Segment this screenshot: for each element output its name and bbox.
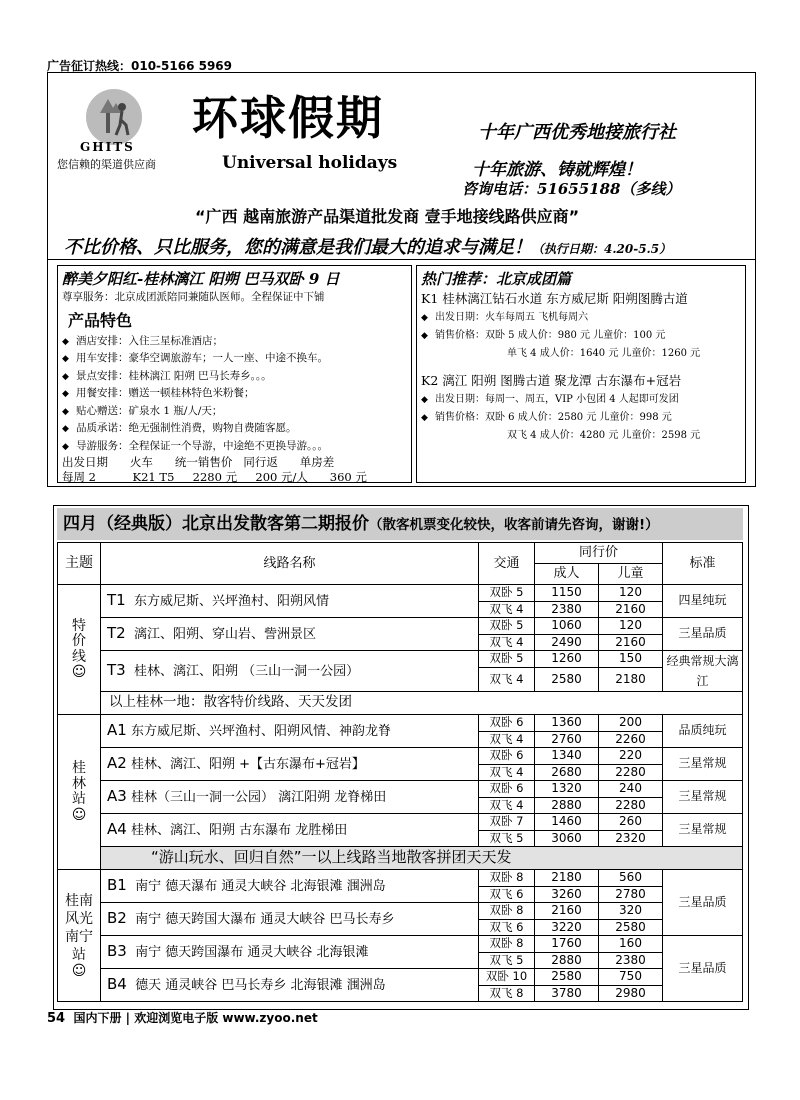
header-theme: 主题: [58, 543, 101, 585]
table-row: [58, 651, 743, 668]
feature-item: ◆ 用餐安排：赠送一顿桂林特色米粉餐；: [62, 387, 255, 399]
header-peer-price: 同行价: [535, 543, 663, 564]
adult-price: 2580: [535, 969, 599, 986]
child-price: 260: [599, 814, 663, 831]
header-standard: 标准: [663, 543, 743, 585]
child-price: 2260: [599, 731, 663, 748]
table-row: [58, 748, 743, 765]
transport: 双飞 5: [479, 952, 535, 969]
transport: 双卧 8: [479, 936, 535, 953]
phone: 咨询电话：51655188（多线）: [462, 180, 681, 198]
table-row: [58, 715, 743, 732]
k2-depart: ◆ 出发日期：每周一、周五，VIP 小包团 4 人起即可发团: [421, 394, 679, 405]
transport: 双飞 5: [479, 830, 535, 847]
page-number: 54: [47, 1011, 66, 1026]
child-price: 200: [599, 715, 663, 732]
transport: 双卧 5: [479, 585, 535, 602]
promise-text: 不比价格、只比服务，您的满意是我们最大的追求与满足！: [64, 237, 532, 258]
adult-price: 3220: [535, 919, 599, 936]
feature-item: ◆ 导游服务：全程保证一个导游，中途绝不更换导游。。。: [62, 439, 328, 452]
child-price: 2180: [599, 668, 663, 692]
table-title-note: （散客机票变化较快，收客前请先咨询，谢谢!）: [369, 517, 659, 533]
child-price: 2580: [599, 919, 663, 936]
transport: 双卧 6: [479, 715, 535, 732]
adult-price: 2880: [535, 797, 599, 814]
adult-price: 1260: [535, 651, 599, 668]
route-name: B3 南宁 德天跨国瀑布 通灵大峡谷 北海银滩: [101, 936, 479, 969]
smile-icon: ☺: [71, 664, 87, 680]
standard: 经典常规大漓江: [663, 651, 743, 692]
adult-price: 2180: [535, 870, 599, 887]
transport: 双卧 5: [479, 651, 535, 668]
child-price: 750: [599, 969, 663, 986]
transport: 双卧 8: [479, 870, 535, 887]
features-title: 产品特色: [68, 310, 133, 330]
k1-title: K1 桂林漓江钻石水道 东方威尼斯 阳朔图腾古道: [421, 291, 688, 306]
adult-price: 2490: [535, 634, 599, 651]
table-header-row: [58, 543, 743, 564]
adult-price: 2760: [535, 731, 599, 748]
child-price: 2160: [599, 634, 663, 651]
standard: 三星品质: [663, 618, 743, 651]
route-name: B1 南宁 德天瀑布 通灵大峡谷 北海银滩 涠洲岛: [101, 870, 479, 903]
table-row: [58, 936, 743, 953]
transport: 双卧 6: [479, 781, 535, 798]
child-price: 2980: [599, 985, 663, 1002]
left-price-row: 每周 2 K21 T5 2280 元 200 元/人 360 元: [62, 470, 367, 484]
left-price-header: 出发日期 火车 统一销售价 同行返 单房差: [62, 455, 335, 469]
child-price: 160: [599, 936, 663, 953]
brand-english: Universal holidays: [222, 153, 398, 173]
adult-price: 3260: [535, 886, 599, 903]
adult-price: 3060: [535, 830, 599, 847]
route-name: A2 桂林、漓江、阳朔 +【古东瀑布+冠岩】: [101, 748, 479, 781]
standard: 三星品质: [663, 870, 743, 936]
transport: 双飞 4: [479, 634, 535, 651]
ad-hotline: 广告征订热线：010-5166 5969: [47, 59, 233, 73]
table-row: [58, 903, 743, 920]
child-price: 120: [599, 585, 663, 602]
child-price: 120: [599, 618, 663, 635]
adult-price: 1360: [535, 715, 599, 732]
k2-title: K2 漓江 阳朔 图腾古道 聚龙潭 古东瀑布+冠岩: [421, 373, 682, 388]
adult-price: 1320: [535, 781, 599, 798]
child-price: 150: [599, 651, 663, 668]
child-price: 2380: [599, 952, 663, 969]
child-price: 2280: [599, 797, 663, 814]
wholesale-tagline: “广西 越南旅游产品渠道批发商 壹手地接线路供应商”: [195, 207, 580, 226]
route-name: A3 桂林（三山一洞一公园） 漓江阳朔 龙脊梯田: [101, 781, 479, 814]
group-nanning: 桂南风光南宁站 ☺: [58, 870, 101, 1002]
transport: 双飞 6: [479, 919, 535, 936]
price-table: [57, 542, 743, 1002]
group-special: 特价线 ☺: [58, 585, 101, 715]
smile-icon: ☺: [71, 806, 87, 823]
exec-date: （执行日期：4.20-5.5）: [532, 242, 672, 256]
route-name: A1 东方威尼斯、兴坪渔村、阳朔风情、神韵龙脊: [101, 715, 479, 748]
table-row: [58, 618, 743, 635]
route-name: B4 德天 通灵峡谷 巴马长寿乡 北海银滩 涠洲岛: [101, 969, 479, 1002]
adult-price: 3780: [535, 985, 599, 1002]
standard: 三星常规: [663, 814, 743, 847]
standard: 三星品质: [663, 936, 743, 1002]
transport: 双飞 4: [479, 601, 535, 618]
transport: 双卧 6: [479, 748, 535, 765]
footer-text: 国内下册 | 欢迎浏览电子版 www.zyoo.net: [73, 1011, 318, 1025]
adult-price: 1060: [535, 618, 599, 635]
transport: 双飞 4: [479, 764, 535, 781]
right-promo-box: [416, 265, 746, 483]
transport: 双卧 10: [479, 969, 535, 986]
standard: 四星纯玩: [663, 585, 743, 618]
transport: 双飞 4: [479, 668, 535, 692]
table-note-row: [58, 847, 743, 870]
left-title: 醉美夕阳红-桂林漓江 阳朔 巴马双卧 9 日: [62, 270, 340, 288]
child-price: 220: [599, 748, 663, 765]
table-row: [58, 870, 743, 887]
transport: 双飞 4: [479, 797, 535, 814]
adult-price: 2880: [535, 952, 599, 969]
route-name: A4 桂林、漓江、阳朔 古东瀑布 龙胜梯田: [101, 814, 479, 847]
table-row: [58, 814, 743, 831]
transport: 双卧 7: [479, 814, 535, 831]
adult-price: 1760: [535, 936, 599, 953]
table-note-row: [58, 692, 743, 715]
standard: 品质纯玩: [663, 715, 743, 748]
k1-price-2: 单飞 4 成人价：1640 元 儿童价：1260 元: [507, 348, 701, 359]
header-route: 线路名称: [101, 543, 479, 585]
route-name: T2 漓江、阳朔、穿山岩、訾洲景区: [101, 618, 479, 651]
k2-price-2: 双飞 4 成人价：4280 元 儿童价：2598 元: [507, 430, 701, 441]
table-row: [58, 585, 743, 602]
table-row: [58, 969, 743, 986]
smile-icon: ☺: [71, 962, 87, 979]
feature-item: ◆ 景点安排：桂林漓江 阳朔 巴马长寿乡。。。: [62, 369, 272, 382]
route-name: T3 桂林、漓江、阳朔 （三山一洞一公园）: [101, 651, 479, 692]
transport: 双飞 4: [479, 731, 535, 748]
child-price: 2320: [599, 830, 663, 847]
transport: 双飞 8: [479, 985, 535, 1002]
adult-price: 1150: [535, 585, 599, 602]
promise: [64, 233, 671, 259]
child-price: 240: [599, 781, 663, 798]
right-title: 热门推荐：北京成团篇: [421, 270, 572, 288]
slogan-2: 十年旅游、铸就辉煌！: [472, 160, 642, 180]
header-transport: 交通: [479, 543, 535, 585]
adult-price: 1340: [535, 748, 599, 765]
adult-price: 2160: [535, 903, 599, 920]
transport: 双卧 8: [479, 903, 535, 920]
group-guilin: 桂林站 ☺: [58, 715, 101, 870]
note-special: 以上桂林一地：散客特价线路、天天发团: [101, 692, 743, 715]
footer: [47, 1009, 318, 1026]
child-price: 560: [599, 870, 663, 887]
child-price: 2280: [599, 764, 663, 781]
k2-price: ◆ 销售价格：双卧 6 成人价：2580 元 儿童价：998 元: [421, 412, 672, 423]
standard: 三星常规: [663, 781, 743, 814]
header-child: 儿童: [599, 564, 663, 585]
standard: 三星常规: [663, 748, 743, 781]
feature-item: ◆ 用车安排：豪华空调旅游车；一人一座、中途不换车。: [62, 352, 328, 364]
child-price: 2780: [599, 886, 663, 903]
adult-price: 2380: [535, 601, 599, 618]
feature-item: ◆ 贴心赠送：矿泉水 1 瓶/人/天；: [62, 404, 223, 417]
k1-depart: ◆ 出发日期：火车每周五 飞机每周六: [421, 312, 589, 323]
feature-item: ◆ 品质承诺：绝无强制性消费，购物自费随客愿。: [62, 422, 297, 434]
adult-price: 1460: [535, 814, 599, 831]
feature-item: ◆ 酒店安排：入住三星标准酒店；: [62, 334, 223, 347]
child-price: 2160: [599, 601, 663, 618]
k1-price: ◆ 销售价格：双卧 5 成人价：980 元 儿童价：100 元: [421, 330, 666, 341]
logo-text: GHITS: [80, 140, 135, 154]
note-guilin: “游山玩水、回归自然”一以上线路当地散客拼团天天发: [101, 847, 743, 870]
adult-price: 2680: [535, 764, 599, 781]
table-row: [58, 781, 743, 798]
route-name: B2 南宁 德天跨国大瀑布 通灵大峡谷 巴马长寿乡: [101, 903, 479, 936]
brand-title: 环球假期: [192, 91, 384, 145]
transport: 双飞 6: [479, 886, 535, 903]
table-title-text: 四月（经典版）北京出发散客第二期报价: [63, 514, 369, 534]
left-promo-box: [57, 265, 412, 483]
logo-icon: [60, 83, 168, 145]
adult-price: 2580: [535, 668, 599, 692]
header-adult: 成人: [535, 564, 599, 585]
logo-subtitle: 您信赖的渠道供应商: [57, 158, 156, 171]
transport: 双卧 5: [479, 618, 535, 635]
slogan-1: 十年广西优秀地接旅行社: [478, 122, 676, 143]
route-name: T1 东方威尼斯、兴坪渔村、阳朔风情: [101, 585, 479, 618]
left-service: 尊享服务：北京成团派陪同兼随队医师。全程保证中下铺: [62, 291, 325, 303]
price-table-title: [57, 508, 743, 540]
child-price: 320: [599, 903, 663, 920]
